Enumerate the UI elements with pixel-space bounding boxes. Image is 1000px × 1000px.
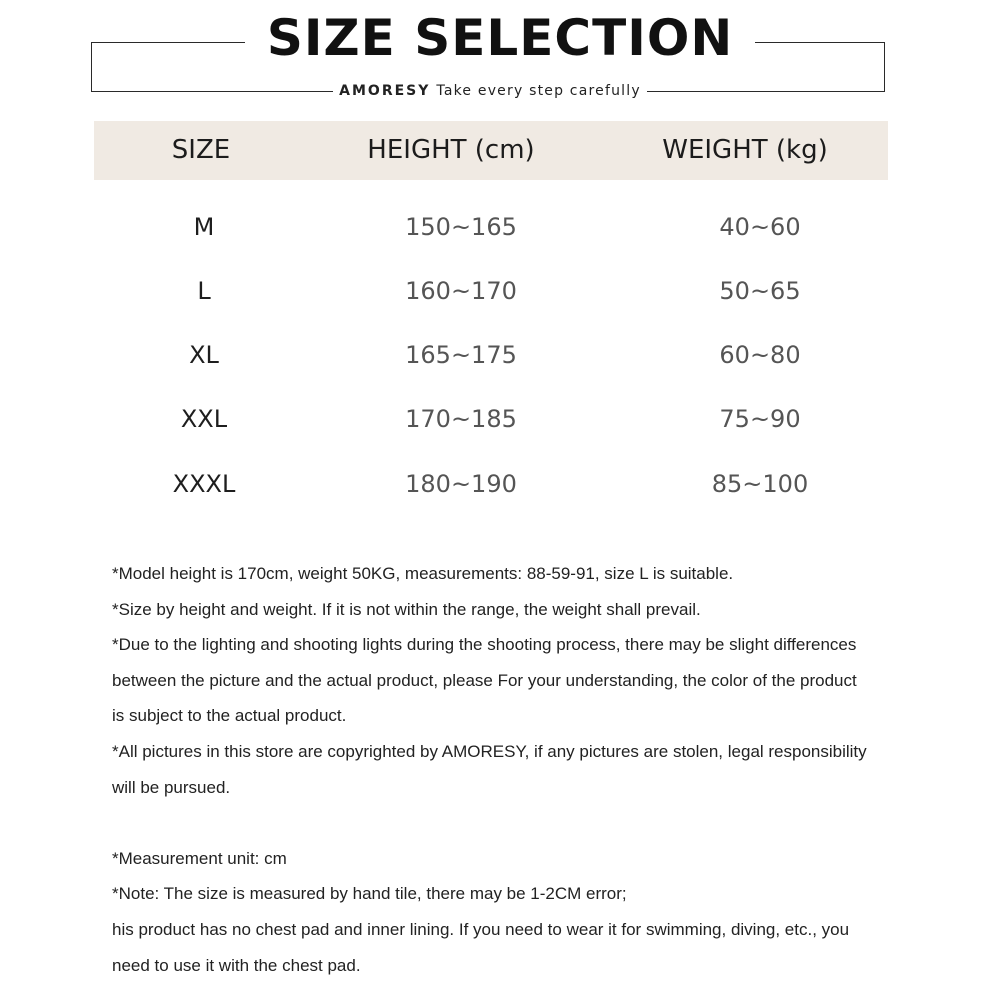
subtitle-container [0,80,980,102]
weight-cell: 40~60 [719,213,801,241]
note-line: *Measurement unit: cm [112,848,287,868]
table-row [0,335,1000,375]
table-row [0,271,1000,311]
height-cell: 150~165 [405,213,517,241]
weight-cell: 85~100 [711,470,809,498]
note-line: his product has no chest pad and inner lining. If you need to wear it for swimming, diving, etc., you [112,919,850,939]
column-header-weight: WEIGHT (kg) [662,135,828,165]
size-table-header [94,121,888,180]
note-line: is subject to the actual product. [112,706,347,726]
weight-cell: 75~90 [719,405,801,433]
brand-name: AMORESY [339,83,431,99]
page-title: SIZE SELECTION [245,6,755,70]
weight-cell: 50~65 [719,277,801,305]
height-cell: 170~185 [405,405,517,433]
size-cell: XXL [180,405,228,433]
note-line: *Note: The size is measured by hand tile, there may be 1-2CM error; [112,884,627,904]
height-cell: 160~170 [405,277,517,305]
note-line: need to use it with the chest pad. [112,955,361,975]
table-row [0,207,1000,247]
size-cell: M [193,213,215,241]
size-cell: XL [189,341,219,369]
table-row [0,464,1000,504]
note-line: will be pursued. [112,777,231,797]
subtitle [333,80,647,102]
note-line: *Due to the lighting and shooting lights during the shooting process, there may be slight differences [112,635,857,655]
size-cell: L [197,277,211,305]
size-cell: XXXL [172,470,236,498]
note-line: *Model height is 170cm, weight 50KG, measurements: 88-59-91, size L is suitable. [112,564,734,583]
height-cell: 165~175 [405,341,517,369]
height-cell: 180~190 [405,470,517,498]
note-line: *Size by height and weight. If it is not within the range, the weight shall prevail. [112,599,701,619]
weight-cell: 60~80 [719,341,801,369]
column-header-height: HEIGHT (cm) [367,135,535,165]
note-line: between the picture and the actual product, please For your understanding, the color of the product [112,670,857,690]
notes-section [112,556,902,983]
column-header-size: SIZE [171,135,231,165]
tagline: Take every step carefully [436,83,641,99]
table-row [0,399,1000,439]
notes-spacer [112,805,902,841]
note-line: *All pictures in this store are copyrighted by AMORESY, if any pictures are stolen, legal responsibility [112,741,867,761]
